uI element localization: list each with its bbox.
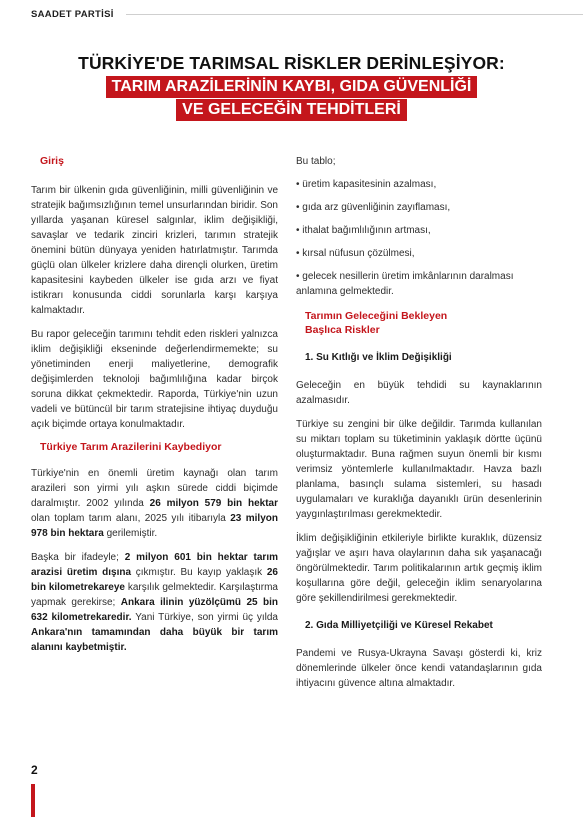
highlight-km2: 26 bin kilometrekareye — [31, 567, 278, 593]
highlight-2025-area: 23 milyon 978 bin hektara — [31, 513, 278, 539]
page-number: 2 — [31, 763, 38, 777]
risks-heading-line-2: Başlıca Riskler — [305, 324, 380, 336]
text-run: gerilemiştir. — [103, 528, 158, 539]
water-paragraph-1: Geleceğin en büyük tehdidi su kaynaklarının azalmasıdır. — [296, 380, 542, 406]
bullet-item: • gelecek nesillerin üretim imkânlarının daralması anlamına gelmektedir. — [296, 271, 514, 297]
highlight-lost-area: 2 milyon 601 bin hektar tarım arazisi üretim dışına — [31, 552, 278, 578]
bullet-item: • ithalat bağımlılığının artması, — [296, 225, 431, 236]
text-run: karşılık gelmektedir. Karşılaştırma yapmak gerekirse; — [31, 582, 278, 608]
text-run: çıkmıştır. Bu kayıp yaklaşık — [131, 567, 267, 578]
text-run: Yani Türkiye, son yirmi üç yılda — [131, 612, 278, 623]
page-header — [31, 7, 583, 21]
title-line-2: TARIM ARAZİLERİNİN KAYBI, GIDA GÜVENLİĞİ — [106, 76, 478, 98]
text-run: Türkiye'nin en önemli üretim kaynağı olan tarım arazileri son yirmi yılı aşkın sürede ciddi biçimde daralmıştır. 2002 yılında — [31, 468, 278, 509]
header-divider — [126, 14, 583, 15]
highlight-2002-area: 26 milyon 579 bin hektar — [149, 498, 278, 509]
water-paragraph-2: Türkiye su zengini bir ülke değildir. Tarımda kullanılan su miktarı toplam su tüketiminin yaklaşık dörtte üçünü oluşturmaktadır. Buna rağmen suyun önemli bir kısmı verimsiz yöntemlerle kullanılmaktadır. Havza bazlı planlama, basınçlı sulama sistemleri, su hasadı uygulamaları ve kuraklığa dayanıklı ürün desenlerinin yaygınlaştırılması gerekmektedir. — [296, 419, 542, 520]
title-line-3: VE GELECEĞİN TEHDİTLERİ — [176, 99, 407, 121]
table-intro: Bu tablo; — [296, 156, 336, 167]
risks-heading — [305, 309, 542, 337]
text-run: olan toplam tarım alanı, 2025 yılı itibarıyla — [31, 513, 231, 524]
intro-paragraph-1: Tarım bir ülkenin gıda güvenliğinin, milli güvenliğinin ve stratejik bağımsızlığının temel unsurlarından biridir. Son yıllarda yaşanan küresel salgınlar, iklim değişikliği, savaşlar ve tedarik zinciri krizleri, tarımın stratejik önemini bütün dünyaya yeniden hatırlatmıştır. Tarımda güçlü olan ülkeler krizlere daha dirençli olurken, üretim kapasitesini kaybeden ülkeler ise gıda arzı ve fiyat istikrarı konusunda ciddi sorunlarla karşı karşıya kalmaktadır. — [31, 185, 278, 316]
land-paragraph-1 — [31, 466, 278, 541]
subsection-water-climate: 1. Su Kıtlığı ve İklim Değişikliği — [305, 352, 452, 363]
bullet-item: • kırsal nüfusun çözülmesi, — [296, 248, 415, 259]
title-line-1: TÜRKİYE'DE TARIMSAL RİSKLER DERİNLEŞİYOR: — [78, 53, 505, 73]
land-paragraph-2 — [31, 550, 278, 655]
intro-heading: Giriş — [40, 155, 64, 167]
highlight-ankara-area: Ankara ilinin yüzölçümü 25 bin 632 kilometrekaredir. — [31, 597, 278, 623]
subsection-food-nationalism: 2. Gıda Milliyetçiliği ve Küresel Rekabet — [305, 620, 493, 631]
brand-name: SAADET PARTİSİ — [31, 8, 114, 20]
text-run: Başka bir ifadeyle; — [31, 552, 125, 563]
food-paragraph-1: Pandemi ve Rusya-Ukrayna Savaşı gösterdi ki, kriz dönemlerinde ülkeler önce kendi vatandaşlarının gıda ihtiyacını güvence altına almaktadır. — [296, 648, 542, 689]
bullet-item: • gıda arz güvenliğinin zayıflaması, — [296, 202, 451, 213]
water-paragraph-3: İklim değişikliğinin etkileriyle birlikte kuraklık, düzensiz yağışlar ve aşırı hava olaylarının daha sık yaşanacağı öngörülmektedir. Tarım politikalarının artık geçmiş iklim koşullarına göre değil, geleceğin iklim senaryolarına göre şekillendirilmesi gerekmektedir. — [296, 533, 542, 604]
bullet-item: • üretim kapasitesinin azalması, — [296, 179, 437, 190]
right-column — [296, 154, 542, 691]
document-title — [0, 52, 583, 121]
risks-heading-line-1: Tarımın Geleceğini Bekleyen — [305, 310, 448, 322]
highlight-conclusion: Ankara'nın tamamından daha büyük bir tarım alanını kaybetmiştir. — [31, 627, 278, 653]
page-accent-bar — [31, 784, 35, 817]
land-loss-heading: Türkiye Tarım Arazilerini Kaybediyor — [40, 441, 222, 453]
left-column — [31, 154, 278, 655]
intro-paragraph-2: Bu rapor geleceğin tarımını tehdit eden riskleri yalnızca iklim değişikliği ekseninde değerlendirmemekte; su yönetiminden enerji maliyetlerine, demografik değişimlerden teknoloji bağımlılığına kadar birçok soruna dikkat çekmektedir. Raporda, Türkiye'nin uzun vadeli ve bütüncül bir tarım stratejisine ihtiyaç duyduğu açık biçimde ortaya konulmaktadır. — [31, 329, 278, 430]
